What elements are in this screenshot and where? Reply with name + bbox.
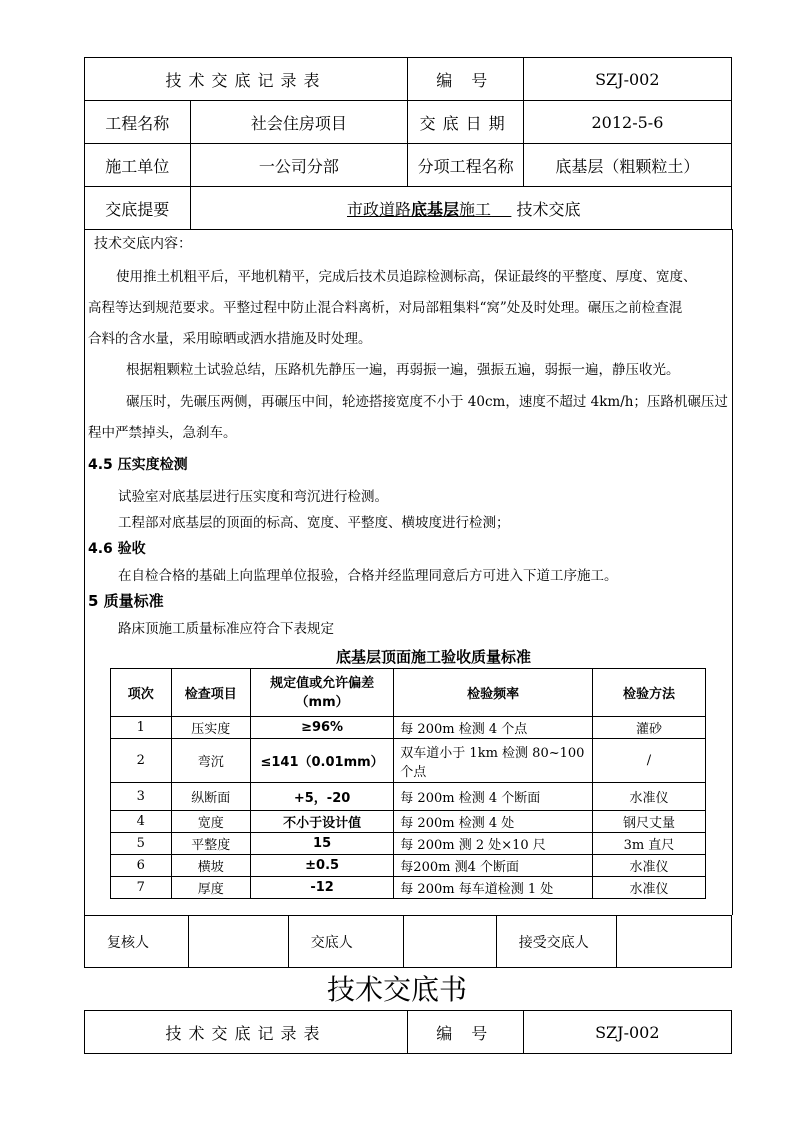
- paragraph-1-line-1: 使用推土机粗平后，平地机精平，完成后技术员追踪检测标高，保证最终的平整度、厚度、宽度、: [116, 269, 697, 285]
- signature-table: [84, 915, 732, 968]
- cell-tolerance: +5，-20: [250, 783, 393, 811]
- cell-method: 水准仪: [592, 877, 705, 899]
- receiver-cell[interactable]: [617, 916, 732, 968]
- big-title: 技术交底书: [326, 973, 467, 1006]
- content-heading: 技术交底内容：: [94, 236, 192, 252]
- quality-table: [110, 668, 706, 899]
- summary-part-a: 市政道路: [347, 199, 412, 219]
- unit-label: 施工单位: [85, 144, 191, 187]
- cell-index: 6: [111, 855, 172, 877]
- section-4-5-line-2: 工程部对底基层的顶面的标高、宽度、平整度、横坡度进行检测；: [118, 515, 510, 531]
- info-table: [84, 100, 732, 230]
- table-row: [111, 739, 706, 783]
- cell-index: 2: [111, 739, 172, 783]
- presenter-label: 交底人: [288, 916, 403, 968]
- col-header-tolerance: 规定值或允许偏差 （mm）: [250, 669, 393, 717]
- cell-frequency: 每 200m 检测 4 个点: [394, 717, 593, 739]
- header-table: [84, 57, 732, 101]
- cell-frequency: 每 200m 测 2 处×10 尺: [394, 833, 593, 855]
- project-name-label: 工程名称: [85, 101, 191, 144]
- receiver-label: 接受交底人: [496, 916, 616, 968]
- table-row: [111, 717, 706, 739]
- paragraph-3-line-1: 碾压时，先碾压两侧，再碾压中间，轮迹搭接宽度不小于 40cm，速度不超过 4km/h；压路机碾压过: [126, 394, 728, 410]
- section-5-title: 5 质量标准: [88, 592, 164, 610]
- cell-item: 横坡: [171, 855, 250, 877]
- unit-value: 一公司分部: [190, 144, 408, 187]
- reviewer-cell[interactable]: [189, 916, 289, 968]
- cell-index: 5: [111, 833, 172, 855]
- cell-method: 钢尺丈量: [592, 811, 705, 833]
- cell-frequency: 每 200m 检测 4 处: [394, 811, 593, 833]
- table-row: [111, 877, 706, 899]
- project-name-value: 社会住房项目: [190, 101, 408, 144]
- cell-tolerance: 不小于设计值: [250, 811, 393, 833]
- cell-method: 3m 直尺: [592, 833, 705, 855]
- table-row: [111, 855, 706, 877]
- summary-part-c: 施工: [459, 199, 492, 219]
- cell-item: 弯沉: [171, 739, 250, 783]
- cell-item: 平整度: [171, 833, 250, 855]
- paragraph-3-line-2: 程中严禁掉头，急刹车。: [88, 425, 237, 441]
- section-4-5-line-1: 试验室对底基层进行压实度和弯沉进行检测。: [118, 489, 388, 505]
- date-label: 交底日期: [408, 101, 523, 144]
- table-row: [111, 783, 706, 811]
- col-header-frequency: 检验频率: [394, 669, 593, 717]
- cell-method: /: [592, 739, 705, 783]
- second-number-value: SZJ-002: [523, 1011, 731, 1054]
- presenter-cell[interactable]: [403, 916, 496, 968]
- cell-method: 灌砂: [592, 717, 705, 739]
- col-header-item: 检查项目: [171, 669, 250, 717]
- cell-method: 水准仪: [592, 855, 705, 877]
- section-4-6-title: 4.6 验收: [88, 541, 146, 557]
- paragraph-2: 根据粗颗粒土试验总结，压路机先静压一遍，再弱振一遍，强振五遍，弱振一遍，静压收光。: [126, 362, 680, 378]
- second-record-title: 技术交底记录表: [85, 1011, 408, 1054]
- table-row: [111, 811, 706, 833]
- cell-tolerance: -12: [250, 877, 393, 899]
- reviewer-label: 复核人: [85, 916, 189, 968]
- cell-index: 1: [111, 717, 172, 739]
- table-row: [111, 833, 706, 855]
- record-title: 技术交底记录表: [85, 58, 408, 101]
- cell-index: 3: [111, 783, 172, 811]
- cell-tolerance: ≤141（0.01mm）: [250, 739, 393, 783]
- subproject-value: 底基层（粗颗粒土）: [523, 144, 731, 187]
- date-value: 2012-5-6: [523, 101, 731, 144]
- second-number-label: 编 号: [407, 1011, 523, 1054]
- cell-frequency: 每 200m 检测 4 个断面: [394, 783, 593, 811]
- col-header-index: 项次: [111, 669, 172, 717]
- col-header-method: 检验方法: [592, 669, 705, 717]
- summary-value: [190, 187, 732, 230]
- section-5-line-1: 路床顶施工质量标准应符合下表规定: [118, 621, 334, 637]
- section-4-5-title: 4.5 压实度检测: [88, 457, 188, 473]
- cell-frequency: 双车道小于 1km 检测 80~100 个点: [394, 739, 593, 783]
- cell-frequency: 每 200m 每车道检测 1 处: [394, 877, 593, 899]
- cell-tolerance: 15: [250, 833, 393, 855]
- paragraph-1-line-3: 合料的含水量，采用晾晒或洒水措施及时处理。: [88, 331, 372, 347]
- section-4-6-line-1: 在自检合格的基础上向监理单位报验，合格并经监理同意后方可进入下道工序施工。: [118, 568, 618, 584]
- summary-label: 交底提要: [85, 187, 191, 230]
- cell-index: 4: [111, 811, 172, 833]
- number-value: SZJ-002: [523, 58, 731, 101]
- paragraph-1-line-2: 高程等达到规范要求。平整过程中防止混合料离析，对局部粗集料“窝”处及时处理。碾压之前检查混: [88, 300, 683, 316]
- quality-table-title: 底基层顶面施工验收质量标准: [336, 648, 532, 666]
- cell-tolerance: ±0.5: [250, 855, 393, 877]
- cell-item: 纵断面: [171, 783, 250, 811]
- cell-item: 压实度: [171, 717, 250, 739]
- subproject-label: 分项工程名称: [408, 144, 523, 187]
- second-header-table: [84, 1010, 732, 1054]
- cell-frequency: 每200m 测4 个断面: [394, 855, 593, 877]
- summary-part-d: 技术交底: [516, 199, 581, 219]
- number-label: 编 号: [407, 58, 523, 101]
- summary-part-b: 底基层: [411, 199, 460, 219]
- cell-tolerance: ≥96%: [250, 717, 393, 739]
- quality-table-header-row: [111, 669, 706, 717]
- cell-index: 7: [111, 877, 172, 899]
- cell-item: 厚度: [171, 877, 250, 899]
- cell-method: 水准仪: [592, 783, 705, 811]
- cell-item: 宽度: [171, 811, 250, 833]
